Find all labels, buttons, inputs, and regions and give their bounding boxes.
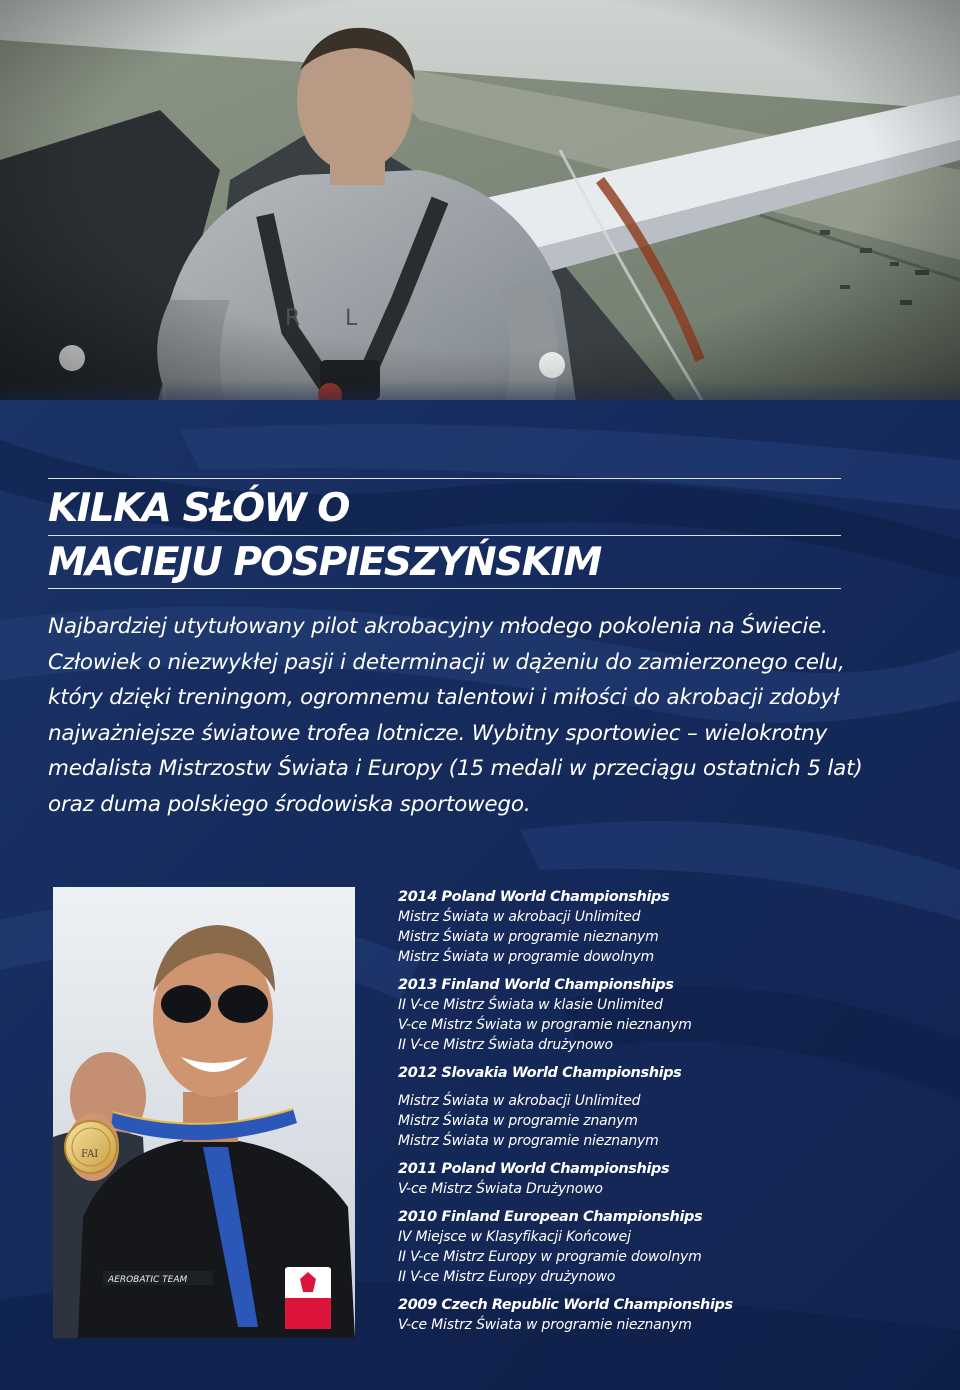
- achievement-item: Mistrz Świata w akrobacji Unlimited: [398, 1093, 641, 1109]
- achievement-item: V-ce Mistrz Świata w programie nieznanym: [398, 1017, 692, 1033]
- achievement-item: II V-ce Mistrz Świata w klasie Unlimited: [398, 997, 663, 1013]
- achievement-item: II V-ce Mistrz Europy drużynowo: [398, 1269, 616, 1285]
- achievements-list: [398, 887, 918, 1335]
- page-title-line-1: KILKA SŁÓW O: [48, 486, 349, 531]
- achievement-item: II V-ce Mistrz Europy w programie dowolnym: [398, 1249, 702, 1265]
- achievement-item: V-ce Mistrz Świata w programie nieznanym: [398, 1317, 692, 1333]
- achievement-item: V-ce Mistrz Świata Drużynowo: [398, 1181, 603, 1197]
- achievement-block-2013: [398, 975, 918, 1055]
- achievement-item: Mistrz Świata w programie dowolnym: [398, 949, 654, 965]
- title-rule-bottom: [48, 588, 841, 589]
- medal-text: FAI: [81, 1149, 99, 1160]
- achievement-block-2009: [398, 1295, 918, 1335]
- shirt-team-text: AEROBATIC TEAM: [108, 1275, 188, 1285]
- portrait-photo-with-medal: [53, 887, 355, 1338]
- achievement-block-2014: [398, 887, 918, 967]
- achievement-heading: 2011 Poland World Championships: [398, 1161, 670, 1177]
- achievement-item: IV Miejsce w Klasyfikacji Końcowej: [398, 1229, 631, 1245]
- achievement-item: II V-ce Mistrz Świata drużynowo: [398, 1037, 613, 1053]
- achievement-item: Mistrz Świata w programie nieznanym: [398, 1133, 659, 1149]
- title-rule-top: [48, 478, 841, 479]
- achievement-heading: 2014 Poland World Championships: [398, 889, 670, 905]
- achievement-block-2011: [398, 1159, 918, 1199]
- achievement-heading: 2009 Czech Republic World Championships: [398, 1297, 733, 1313]
- achievement-heading: 2012 Slovakia World Championships: [398, 1065, 682, 1081]
- achievement-item: Mistrz Świata w programie znanym: [398, 1113, 638, 1129]
- achievement-block-2010: [398, 1207, 918, 1287]
- achievement-item: Mistrz Świata w programie nieznanym: [398, 929, 659, 945]
- intro-paragraph: Najbardziej utytułowany pilot akrobacyjny młodego pokolenia na Świecie. Człowiek o niezwykłej pasji i determinacji w dążeniu do zamierzonego celu, który dzięki treningom, ogromnemu talentowi i miłości do akrobacji zdobył najważniejsze światowe trofea lotnicze. Wybitny sportowiec – wielokrotny medalista Mistrzostw Świata i Europy (15 medali w przeciągu ostatnich 5 lat) oraz duma polskiego środowiska sportowego.: [48, 614, 863, 817]
- achievement-block-2012: [398, 1063, 918, 1151]
- achievement-item: Mistrz Świata w akrobacji Unlimited: [398, 909, 641, 925]
- achievement-heading: 2010 Finland European Championships: [398, 1209, 703, 1225]
- title-rule-middle: [48, 535, 841, 536]
- page-title-line-2: MACIEJU POSPIESZYŃSKIM: [48, 540, 601, 585]
- achievement-heading: 2013 Finland World Championships: [398, 977, 674, 993]
- pilot-cockpit-photo: [0, 0, 960, 430]
